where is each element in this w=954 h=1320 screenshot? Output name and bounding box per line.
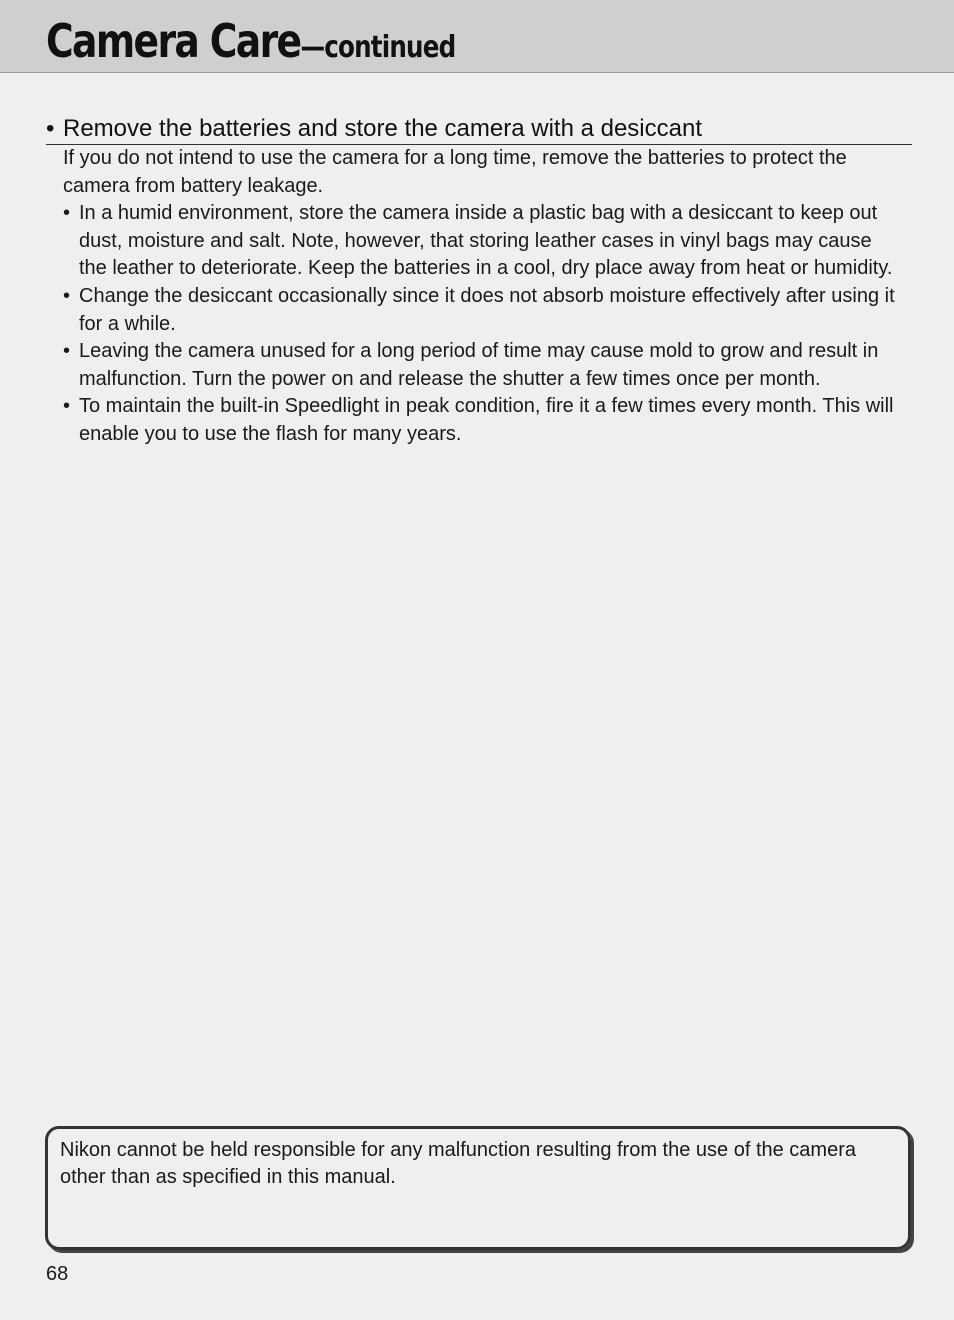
notice-text: Nikon cannot be held responsible for any malfunction resulting from the use of the camera other than as specified in this manual. (60, 1139, 856, 1188)
page-title (46, 14, 455, 75)
section-heading-text: Remove the batteries and store the camera with a desiccant (63, 115, 702, 142)
list-item (63, 200, 904, 283)
list-item-text: Leaving the camera unused for a long period of time may cause mold to grow and result in malfunction. Turn the power on and release the shutter a few times once per month. (79, 340, 879, 390)
page-number: 68 (46, 1263, 69, 1285)
list-item-text: In a humid environment, store the camera inside a plastic bag with a desiccant to keep out dust, moisture and salt. Note, however, that storing leather cases in vinyl bags may cause the leather to deteriorate. Keep the batteries in a cool, dry place away from heat or humidity. (79, 202, 893, 280)
header-band (0, 0, 954, 73)
list-item (63, 393, 904, 448)
desiccant-section (46, 114, 912, 449)
bullet-dot: • (63, 284, 71, 307)
page-title-suffix: —continued (300, 30, 456, 65)
heading-bullet: • (46, 115, 55, 142)
notice-box (45, 1126, 911, 1250)
bullet-dot: • (63, 202, 71, 225)
list-item (63, 338, 904, 393)
page-title-main: Camera Care (46, 14, 301, 68)
tips-list (46, 200, 912, 448)
bullet-dot: • (63, 395, 71, 418)
intro-paragraph: If you do not intend to use the camera for a long time, remove the batteries to protect the camera from battery leakage. (63, 147, 847, 197)
bullet-dot: • (63, 340, 71, 363)
list-item-text: To maintain the built-in Speedlight in peak condition, fire it a few times every month. This will enable you to use the flash for many years. (79, 395, 894, 445)
section-heading (46, 114, 912, 145)
list-item (63, 283, 904, 338)
list-item-text: Change the desiccant occasionally since it does not absorb moisture effectively after using it for a while. (79, 284, 895, 335)
